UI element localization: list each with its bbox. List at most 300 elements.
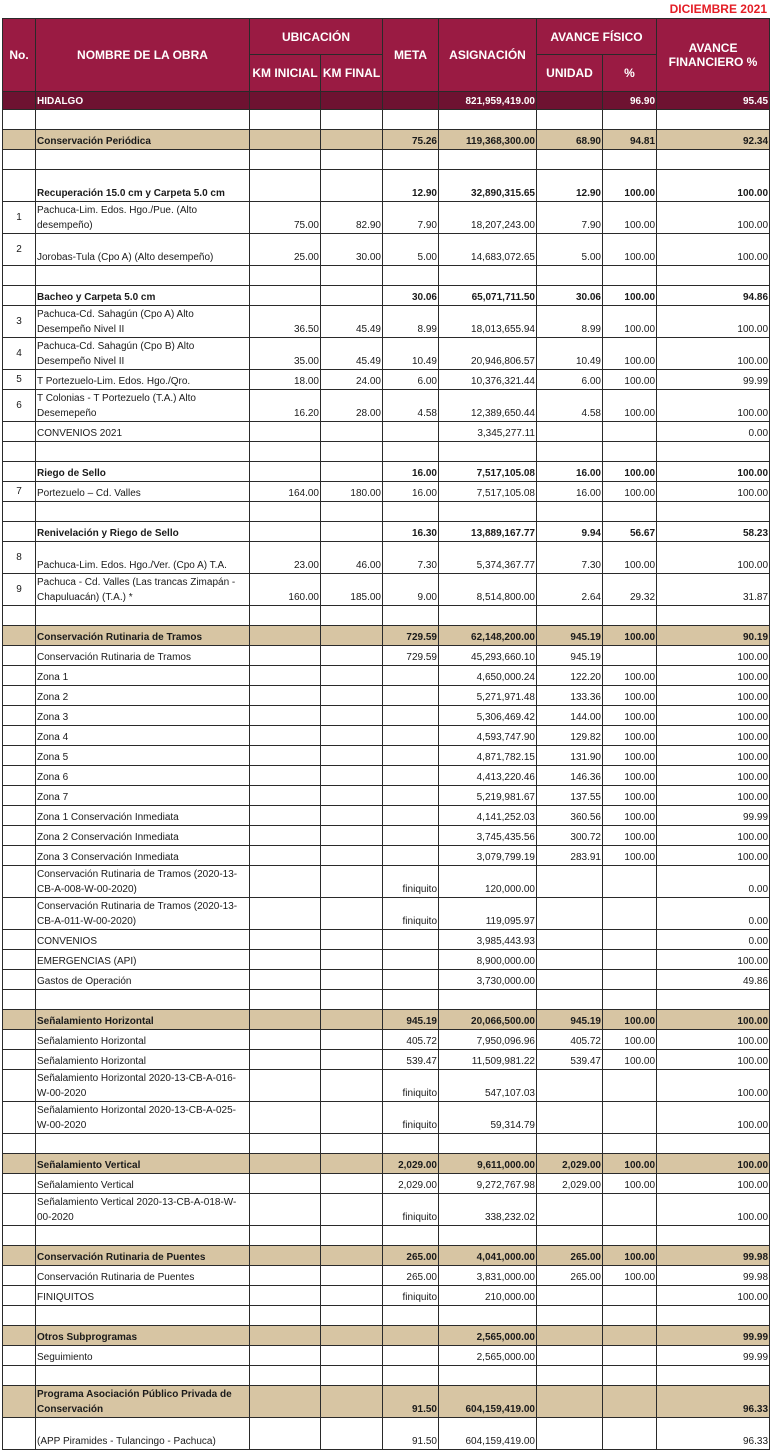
cell-asignacion: 4,871,782.15: [439, 746, 537, 766]
cell-km-final: [321, 1286, 383, 1306]
cell-km-inicial: [250, 970, 321, 990]
spacer-row: [3, 1226, 770, 1246]
cell-unidad: 7.90: [537, 202, 603, 234]
table-body: [3, 92, 770, 1450]
cell-financiero: 100.00: [657, 306, 770, 338]
subprogram-row: [3, 522, 770, 542]
cell-no: [3, 1030, 36, 1050]
spacer-row: [3, 150, 770, 170]
cell-km-inicial: [250, 92, 321, 110]
report-date: DICIEMBRE 2021: [669, 2, 767, 16]
cell-no: [3, 646, 36, 666]
empty-cell: [250, 110, 321, 130]
empty-cell: [3, 1306, 36, 1326]
empty-cell: [36, 1134, 250, 1154]
cell-no: 6: [3, 390, 36, 422]
cell-financiero: 0.00: [657, 422, 770, 442]
cell-financiero: 96.33: [657, 1386, 770, 1418]
cell-pct: [603, 1102, 657, 1134]
table-row: [3, 806, 770, 826]
empty-cell: [537, 990, 603, 1010]
cell-unidad: [537, 898, 603, 930]
cell-pct: 100.00: [603, 686, 657, 706]
empty-cell: [439, 606, 537, 626]
cell-meta: 729.59: [383, 626, 439, 646]
empty-cell: [657, 150, 770, 170]
empty-cell: [321, 502, 383, 522]
cell-km-final: [321, 1326, 383, 1346]
cell-meta: finiquito: [383, 866, 439, 898]
cell-name: Pachuca-Cd. Sahagún (Cpo B) Alto Desempeño Nivel II: [36, 338, 250, 370]
cell-no: [3, 726, 36, 746]
empty-cell: [657, 1366, 770, 1386]
cell-name: Zona 1 Conservación Inmediata: [36, 806, 250, 826]
empty-cell: [603, 1226, 657, 1246]
cell-financiero: 100.00: [657, 646, 770, 666]
cell-meta: 2,029.00: [383, 1174, 439, 1194]
cell-meta: 8.99: [383, 306, 439, 338]
cell-pct: [603, 422, 657, 442]
cell-asignacion: 8,900,000.00: [439, 950, 537, 970]
cell-asignacion: 4,650,000.24: [439, 666, 537, 686]
cell-unidad: 300.72: [537, 826, 603, 846]
table-row: [3, 1070, 770, 1102]
cell-km-inicial: 23.00: [250, 542, 321, 574]
cell-name: Zona 6: [36, 766, 250, 786]
cell-km-inicial: [250, 170, 321, 202]
cell-asignacion: 119,095.97: [439, 898, 537, 930]
cell-financiero: 100.00: [657, 1194, 770, 1226]
cell-km-final: [321, 1246, 383, 1266]
empty-cell: [250, 1366, 321, 1386]
cell-km-inicial: [250, 1246, 321, 1266]
cell-financiero: 100.00: [657, 1070, 770, 1102]
cell-asignacion: 59,314.79: [439, 1102, 537, 1134]
cell-km-final: 185.00: [321, 574, 383, 606]
cell-financiero: 100.00: [657, 542, 770, 574]
cell-financiero: 100.00: [657, 1030, 770, 1050]
empty-cell: [383, 1134, 439, 1154]
cell-name: Pachuca-Lim. Edos. Hgo./Ver. (Cpo A) T.A.: [36, 542, 250, 574]
cell-no: [3, 1050, 36, 1070]
cell-km-inicial: [250, 806, 321, 826]
cell-financiero: 31.87: [657, 574, 770, 606]
cell-unidad: 5.00: [537, 234, 603, 266]
empty-cell: [603, 1134, 657, 1154]
cell-financiero: 100.00: [657, 950, 770, 970]
program-row: [3, 1326, 770, 1346]
cell-name: Renivelación y Riego de Sello: [36, 522, 250, 542]
header-asignacion: ASIGNACIÓN: [439, 19, 537, 92]
cell-pct: [603, 1070, 657, 1102]
empty-cell: [383, 110, 439, 130]
cell-meta: 265.00: [383, 1266, 439, 1286]
cell-asignacion: 5,271,971.48: [439, 686, 537, 706]
cell-financiero: 100.00: [657, 202, 770, 234]
cell-unidad: 12.90: [537, 170, 603, 202]
table-row: [3, 846, 770, 866]
cell-km-inicial: [250, 1050, 321, 1070]
cell-pct: 100.00: [603, 786, 657, 806]
cell-no: 1: [3, 202, 36, 234]
cell-name: Gastos de Operación: [36, 970, 250, 990]
program-row: [3, 626, 770, 646]
program-row: [3, 1246, 770, 1266]
cell-meta: [383, 826, 439, 846]
cell-name: Bacheo y Carpeta 5.0 cm: [36, 286, 250, 306]
cell-asignacion: 45,293,660.10: [439, 646, 537, 666]
empty-cell: [383, 1226, 439, 1246]
cell-km-inicial: [250, 1070, 321, 1102]
spacer-row: [3, 990, 770, 1010]
cell-name: Pachuca - Cd. Valles (Las trancas Zimapán - Chapuluacán) (T.A.) *: [36, 574, 250, 606]
cell-meta: 945.19: [383, 1010, 439, 1030]
table-row: [3, 1050, 770, 1070]
cell-unidad: 146.36: [537, 766, 603, 786]
table-row: [3, 746, 770, 766]
cell-unidad: 945.19: [537, 646, 603, 666]
cell-asignacion: 3,730,000.00: [439, 970, 537, 990]
cell-financiero: 100.00: [657, 1010, 770, 1030]
cell-km-inicial: [250, 646, 321, 666]
table-row: [3, 930, 770, 950]
cell-unidad: [537, 1386, 603, 1418]
cell-asignacion: 18,207,243.00: [439, 202, 537, 234]
cell-pct: 100.00: [603, 1266, 657, 1286]
cell-name: Conservación Rutinaria de Tramos (2020-13-CB-A-011-W-00-2020): [36, 898, 250, 930]
cell-unidad: 405.72: [537, 1030, 603, 1050]
cell-asignacion: 9,272,767.98: [439, 1174, 537, 1194]
cell-pct: [603, 1326, 657, 1346]
cell-pct: 100.00: [603, 202, 657, 234]
empty-cell: [3, 1366, 36, 1386]
cell-name: Conservación Rutinaria de Puentes: [36, 1246, 250, 1266]
cell-pct: [603, 930, 657, 950]
cell-unidad: [537, 1070, 603, 1102]
empty-cell: [537, 1226, 603, 1246]
cell-meta: [383, 746, 439, 766]
cell-km-final: [321, 866, 383, 898]
spacer-row: [3, 110, 770, 130]
empty-cell: [383, 442, 439, 462]
cell-name: Señalamiento Horizontal: [36, 1010, 250, 1030]
cell-meta: 5.00: [383, 234, 439, 266]
empty-cell: [657, 442, 770, 462]
cell-km-final: [321, 1154, 383, 1174]
cell-asignacion: 3,745,435.56: [439, 826, 537, 846]
cell-meta: finiquito: [383, 1286, 439, 1306]
cell-km-inicial: [250, 1346, 321, 1366]
empty-cell: [321, 1306, 383, 1326]
cell-pct: 100.00: [603, 626, 657, 646]
cell-financiero: 100.00: [657, 170, 770, 202]
cell-km-final: [321, 666, 383, 686]
cell-km-inicial: 164.00: [250, 482, 321, 502]
table-row: [3, 646, 770, 666]
cell-meta: 91.50: [383, 1418, 439, 1450]
cell-name: Recuperación 15.0 cm y Carpeta 5.0 cm: [36, 170, 250, 202]
cell-unidad: 539.47: [537, 1050, 603, 1070]
cell-pct: 100.00: [603, 234, 657, 266]
empty-cell: [603, 110, 657, 130]
cell-pct: 96.90: [603, 92, 657, 110]
cell-pct: [603, 1386, 657, 1418]
table-row: [3, 542, 770, 574]
cell-unidad: 131.90: [537, 746, 603, 766]
spacer-row: [3, 266, 770, 286]
cell-financiero: 100.00: [657, 666, 770, 686]
cell-asignacion: 8,514,800.00: [439, 574, 537, 606]
cell-asignacion: 821,959,419.00: [439, 92, 537, 110]
cell-no: [3, 1386, 36, 1418]
cell-unidad: 2,029.00: [537, 1154, 603, 1174]
cell-asignacion: 7,517,105.08: [439, 482, 537, 502]
cell-km-final: [321, 1194, 383, 1226]
cell-no: [3, 950, 36, 970]
cell-km-inicial: [250, 866, 321, 898]
empty-cell: [250, 990, 321, 1010]
header-ubicacion: UBICACIÓN: [250, 19, 383, 55]
cell-name: T Colonias - T Portezuelo (T.A.) Alto Desemepeño: [36, 390, 250, 422]
cell-asignacion: 5,374,367.77: [439, 542, 537, 574]
cell-asignacion: 2,565,000.00: [439, 1326, 537, 1346]
table-row: [3, 1346, 770, 1366]
cell-unidad: 360.56: [537, 806, 603, 826]
empty-cell: [537, 1306, 603, 1326]
cell-pct: 100.00: [603, 1050, 657, 1070]
cell-pct: [603, 1346, 657, 1366]
cell-km-inicial: [250, 522, 321, 542]
cell-financiero: 99.99: [657, 806, 770, 826]
cell-pct: [603, 866, 657, 898]
cell-no: [3, 970, 36, 990]
table-row: [3, 1030, 770, 1050]
cell-pct: 100.00: [603, 826, 657, 846]
subprogram-row: [3, 462, 770, 482]
cell-unidad: 133.36: [537, 686, 603, 706]
table-row: [3, 666, 770, 686]
cell-unidad: 8.99: [537, 306, 603, 338]
cell-financiero: 99.99: [657, 1326, 770, 1346]
cell-name: Señalamiento Horizontal: [36, 1030, 250, 1050]
cell-financiero: 100.00: [657, 482, 770, 502]
empty-cell: [537, 502, 603, 522]
cell-km-final: [321, 1030, 383, 1050]
cell-meta: [383, 846, 439, 866]
cell-name: Zona 2: [36, 686, 250, 706]
cell-name: FINIQUITOS: [36, 1286, 250, 1306]
cell-asignacion: 7,517,105.08: [439, 462, 537, 482]
cell-km-inicial: [250, 462, 321, 482]
cell-unidad: [537, 1102, 603, 1134]
cell-name: Pachuca-Cd. Sahagún (Cpo A) Alto Desempeño Nivel II: [36, 306, 250, 338]
table-row: [3, 1286, 770, 1306]
empty-cell: [3, 150, 36, 170]
cell-no: [3, 666, 36, 686]
cell-meta: [383, 806, 439, 826]
empty-cell: [383, 990, 439, 1010]
cell-km-final: [321, 970, 383, 990]
cell-km-inicial: 160.00: [250, 574, 321, 606]
cell-km-final: [321, 950, 383, 970]
cell-financiero: 100.00: [657, 338, 770, 370]
cell-km-final: [321, 1174, 383, 1194]
empty-cell: [321, 110, 383, 130]
cell-unidad: [537, 950, 603, 970]
cell-km-inicial: 75.00: [250, 202, 321, 234]
cell-unidad: 137.55: [537, 786, 603, 806]
cell-name: Conservación Rutinaria de Puentes: [36, 1266, 250, 1286]
cell-unidad: 7.30: [537, 542, 603, 574]
cell-asignacion: 210,000.00: [439, 1286, 537, 1306]
cell-name: HIDALGO: [36, 92, 250, 110]
cell-km-final: [321, 930, 383, 950]
cell-unidad: 6.00: [537, 370, 603, 390]
empty-cell: [250, 1134, 321, 1154]
cell-asignacion: 2,565,000.00: [439, 1346, 537, 1366]
cell-financiero: 100.00: [657, 1286, 770, 1306]
cell-name: Señalamiento Horizontal: [36, 1050, 250, 1070]
cell-km-final: [321, 686, 383, 706]
cell-unidad: [537, 1194, 603, 1226]
works-table: [2, 18, 770, 1450]
cell-no: [3, 130, 36, 150]
cell-name: CONVENIOS: [36, 930, 250, 950]
header-km-final: KM FINAL: [321, 55, 383, 92]
cell-km-final: [321, 1266, 383, 1286]
cell-km-final: [321, 766, 383, 786]
cell-no: [3, 786, 36, 806]
empty-cell: [3, 110, 36, 130]
cell-asignacion: 604,159,419.00: [439, 1386, 537, 1418]
empty-cell: [3, 442, 36, 462]
cell-name: Seguimiento: [36, 1346, 250, 1366]
cell-unidad: [537, 1346, 603, 1366]
empty-cell: [36, 1306, 250, 1326]
cell-km-inicial: [250, 422, 321, 442]
cell-name: Zona 3: [36, 706, 250, 726]
subprogram-row: [3, 170, 770, 202]
empty-cell: [321, 1366, 383, 1386]
empty-cell: [383, 1366, 439, 1386]
cell-unidad: 4.58: [537, 390, 603, 422]
cell-km-inicial: [250, 930, 321, 950]
empty-cell: [3, 266, 36, 286]
program-row: [3, 130, 770, 150]
program-row: [3, 1154, 770, 1174]
cell-meta: [383, 930, 439, 950]
cell-unidad: 2.64: [537, 574, 603, 606]
cell-pct: 100.00: [603, 1010, 657, 1030]
cell-pct: 100.00: [603, 706, 657, 726]
cell-no: [3, 806, 36, 826]
cell-km-final: [321, 646, 383, 666]
cell-no: 4: [3, 338, 36, 370]
cell-meta: 729.59: [383, 646, 439, 666]
cell-financiero: 99.99: [657, 1346, 770, 1366]
cell-pct: 100.00: [603, 286, 657, 306]
table-row: [3, 950, 770, 970]
cell-no: [3, 462, 36, 482]
cell-meta: 75.26: [383, 130, 439, 150]
cell-km-final: 45.49: [321, 338, 383, 370]
cell-unidad: [537, 970, 603, 990]
cell-name: Riego de Sello: [36, 462, 250, 482]
cell-financiero: 99.99: [657, 370, 770, 390]
table-row: [3, 234, 770, 266]
table-row: [3, 706, 770, 726]
cell-no: [3, 706, 36, 726]
program-row: [3, 1010, 770, 1030]
empty-cell: [537, 1366, 603, 1386]
cell-meta: 539.47: [383, 1050, 439, 1070]
cell-no: [3, 626, 36, 646]
cell-asignacion: 20,946,806.57: [439, 338, 537, 370]
table-row: [3, 306, 770, 338]
empty-cell: [383, 1306, 439, 1326]
cell-asignacion: 7,950,096.96: [439, 1030, 537, 1050]
cell-pct: [603, 1194, 657, 1226]
table-row: [3, 1194, 770, 1226]
cell-meta: finiquito: [383, 1070, 439, 1102]
header-meta: META: [383, 19, 439, 92]
cell-km-inicial: 16.20: [250, 390, 321, 422]
empty-cell: [657, 1226, 770, 1246]
cell-meta: 16.00: [383, 462, 439, 482]
cell-km-inicial: [250, 1194, 321, 1226]
cell-km-inicial: [250, 1174, 321, 1194]
cell-financiero: 100.00: [657, 726, 770, 746]
cell-asignacion: 62,148,200.00: [439, 626, 537, 646]
table-row: [3, 370, 770, 390]
header-avance-fisico: AVANCE FÍSICO: [537, 19, 657, 55]
empty-cell: [439, 1306, 537, 1326]
cell-km-final: [321, 786, 383, 806]
table-row: [3, 786, 770, 806]
empty-cell: [36, 990, 250, 1010]
cell-no: [3, 1154, 36, 1174]
cell-pct: [603, 950, 657, 970]
table-row: [3, 726, 770, 746]
cell-meta: [383, 92, 439, 110]
cell-meta: 10.49: [383, 338, 439, 370]
empty-cell: [537, 150, 603, 170]
cell-name: Señalamiento Vertical 2020-13-CB-A-018-W-00-2020: [36, 1194, 250, 1226]
empty-cell: [321, 990, 383, 1010]
cell-meta: 6.00: [383, 370, 439, 390]
empty-cell: [603, 606, 657, 626]
cell-km-final: [321, 898, 383, 930]
cell-pct: [603, 970, 657, 990]
cell-financiero: 92.34: [657, 130, 770, 150]
cell-km-final: [321, 1386, 383, 1418]
cell-pct: 100.00: [603, 170, 657, 202]
cell-meta: [383, 706, 439, 726]
cell-pct: 29.32: [603, 574, 657, 606]
cell-km-final: [321, 806, 383, 826]
cell-financiero: 0.00: [657, 898, 770, 930]
cell-meta: [383, 686, 439, 706]
cell-pct: [603, 1418, 657, 1450]
cell-no: 9: [3, 574, 36, 606]
cell-unidad: [537, 930, 603, 950]
cell-no: [3, 92, 36, 110]
cell-km-inicial: [250, 950, 321, 970]
empty-cell: [3, 606, 36, 626]
table-row: [3, 898, 770, 930]
cell-pct: 100.00: [603, 370, 657, 390]
header-no: No.: [3, 19, 36, 92]
